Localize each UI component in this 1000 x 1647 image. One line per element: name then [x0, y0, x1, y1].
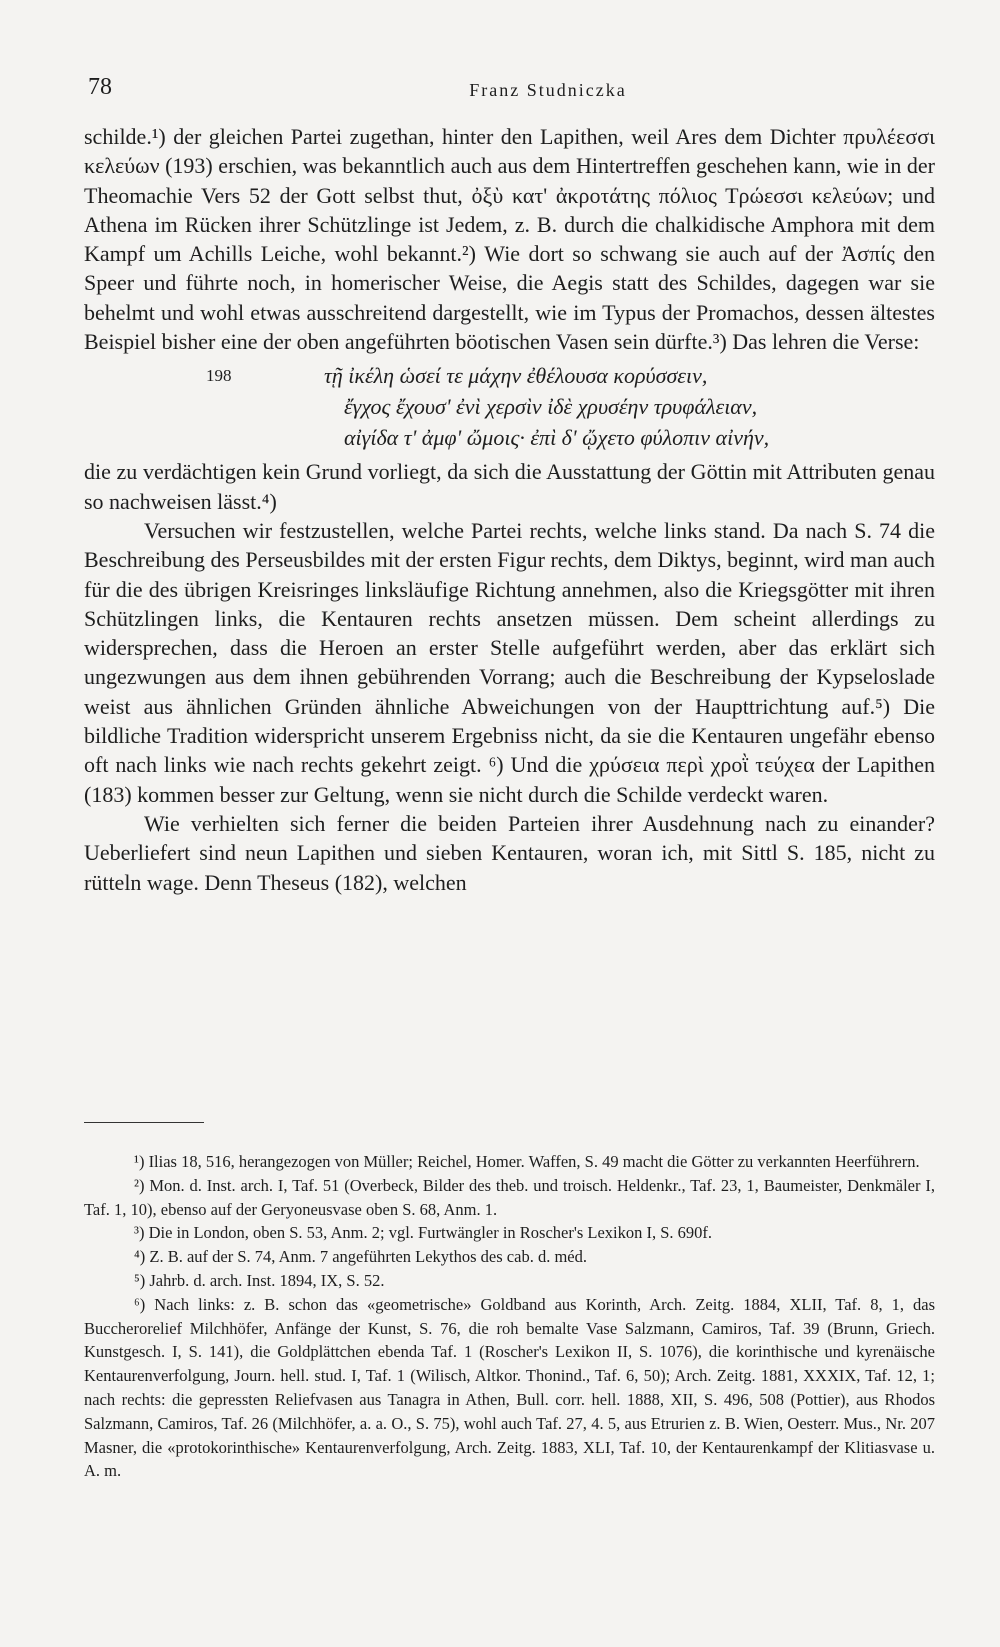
footnote-1: ¹) Ilias 18, 516, herangezogen von Müller; Reichel, Homer. Waffen, S. 49 macht die Götter zu verkannten Heerführern.	[134, 1152, 920, 1171]
footnote-2: ²) Mon. d. Inst. arch. I, Taf. 51 (Overbeck, Bilder des theb. und troisch. Heldenkr., Taf. 23, 1, Baumeister, Denkmäler I, Taf. 1, 10), ebenso auf der Geryoneusvase oben S. 68, Anm. 1.	[84, 1175, 935, 1219]
paragraph-2: die zu verdächtigen kein Grund vorliegt, da sich die Ausstattung der Göttin mit Attributen genau so nachweisen lässt.⁴)	[84, 459, 935, 514]
verse-line	[84, 360, 935, 391]
verse-line	[84, 422, 935, 453]
footnote-rule	[84, 1122, 204, 1123]
footnotes	[84, 1150, 935, 1483]
verse-number: 198	[206, 366, 232, 386]
verse-text: αἰγίδα τ' ἀμφ' ὤμοις· ἐπὶ δ' ᾤχετο φύλοπιν αἰνήν,	[344, 425, 770, 451]
footnote-6: ⁶) Nach links: z. B. schon das «geometrische» Goldband aus Korinth, Arch. Zeitg. 1884, XLII, Taf. 8, 1, das Buccherorelief Milchhöfer, Anfänge der Kunst, S. 76, die roh bemalte Vase Salzmann, Camiros, Taf. 39 (Brunn, Griech. Kunstgesch. I, S. 141), die Goldplättchen ebenda Taf. 1 (Roscher's Lexikon II, S. 1076), die korinthische und kyrenäische Kentaurenverfolgung, Journ. hell. stud. I, Taf. 1 (Wilisch, Altkor. Thonind., Taf. 6, 50); Arch. Zeitg. 1881, XXXIX, Taf. 12, 1; nach rechts: die gepressten Reliefvasen aus Tanagra in Athen, Bull. corr. hell. 1888, XII, S. 496, 508 (Pottier), aus Rhodos Salzmann, Camiros, Taf. 26 (Milchhöfer, a. a. O., S. 75), wohl auch Taf. 27, 4. 5, aus Etrurien z. B. Wien, Oesterr. Mus., Nr. 207 Masner, die «protokorinthische» Kentaurenverfolgung, Arch. Zeitg. 1883, XLI, Taf. 10, der Kentaurenkampf der Klitiasvase u. A. m.	[84, 1294, 935, 1481]
page-number: 78	[88, 74, 112, 100]
verse-text: τῇ ἰκέλη ὡσεί τε μάχην ἐθέλουσα κορύσσειν,	[324, 363, 708, 389]
paragraph-4: Wie verhielten sich ferner die beiden Parteien ihrer Ausdehnung nach zu einander? Ueberliefert sind neun Lapithen und sieben Kentauren, woran ich, mit Sittl S. 185, nicht zu rütteln wage. Denn Theseus (182), welchen	[84, 810, 935, 895]
main-text	[84, 122, 935, 897]
paragraph-3: Versuchen wir festzustellen, welche Partei rechts, welche links stand. Da nach S. 74 die Beschreibung des Perseusbildes mit der ersten Figur rechts, dem Diktys, beginnt, wird man auch für die des übrigen Kreisringes linksläufige Richtung annehmen, also die Kriegsgötter mit ihren Schützlingen links, die Kentauren rechts ansetzen müssen. Dem scheint allerdings zu widersprechen, dass die Heroen an erster Stelle aufgeführt werden, aber das erklärt sich ungezwungen aus dem ihnen gebührenden Vorrang; auch die Beschreibung der Kypseloslade weist aus ähnlichen Gründen ähnliche Abweichungen von der Haupttrichtung auf.⁵) Die bildliche Tradition widerspricht unserem Ergebniss nicht, da sie die Kentauren ungefähr ebenso oft nach links wie nach rechts gekehrt zeigt. ⁶) Und die χρύσεια περὶ χροῒ τεύχεα der Lapithen (183) kommen besser zur Geltung, wenn sie nicht durch die Schilde verdeckt waren.	[84, 517, 935, 807]
verse-line	[84, 391, 935, 422]
paragraph-1: schilde.¹) der gleichen Partei zugethan, hinter den Lapithen, weil Ares dem Dichter πρυλέεσσι κελεύων (193) erschien, was bekanntlich auch aus dem Hintertreffen geschehen kann, wie in der Theomachie Vers 52 der Gott selbst thut, ὀξὺ κατ' ἀκροτάτης πόλιος Τρώεσσι κελεύων; und Athena im Rücken ihrer Schützlinge ist Jedem, z. B. durch die chalkidische Amphora mit dem Kampf um Achills Leiche, wohl bekannt.²) Wie dort so schwang sie auch auf der Ἀσπίς den Speer und führte noch, in homerischer Weise, die Aegis statt des Schildes, dagegen war sie behelmt und wohl etwas ausschreitend dargestellt, wie im Typus der Promachos, dessen ältestes Beispiel bisher eine der oben angeführten böotischen Vasen sein dürfte.³) Das lehren die Verse:	[84, 124, 935, 355]
footnote-5: ⁵) Jahrb. d. arch. Inst. 1894, IX, S. 52.	[134, 1270, 385, 1290]
verse-text: ἔγχος ἔχουσ' ἐνὶ χερσὶν ἰδὲ χρυσέην τρυφάλειαν,	[344, 394, 758, 420]
page-header	[88, 74, 948, 104]
footnote-4: ⁴) Z. B. auf der S. 74, Anm. 7 angeführten Lekythos des cab. d. méd.	[134, 1247, 587, 1267]
footnote-3: ³) Die in London, oben S. 53, Anm. 2; vgl. Furtwängler in Roscher's Lexikon I, S. 690f.	[134, 1223, 713, 1243]
running-head: Franz Studniczka	[469, 80, 627, 100]
verse-quotation	[84, 360, 935, 453]
